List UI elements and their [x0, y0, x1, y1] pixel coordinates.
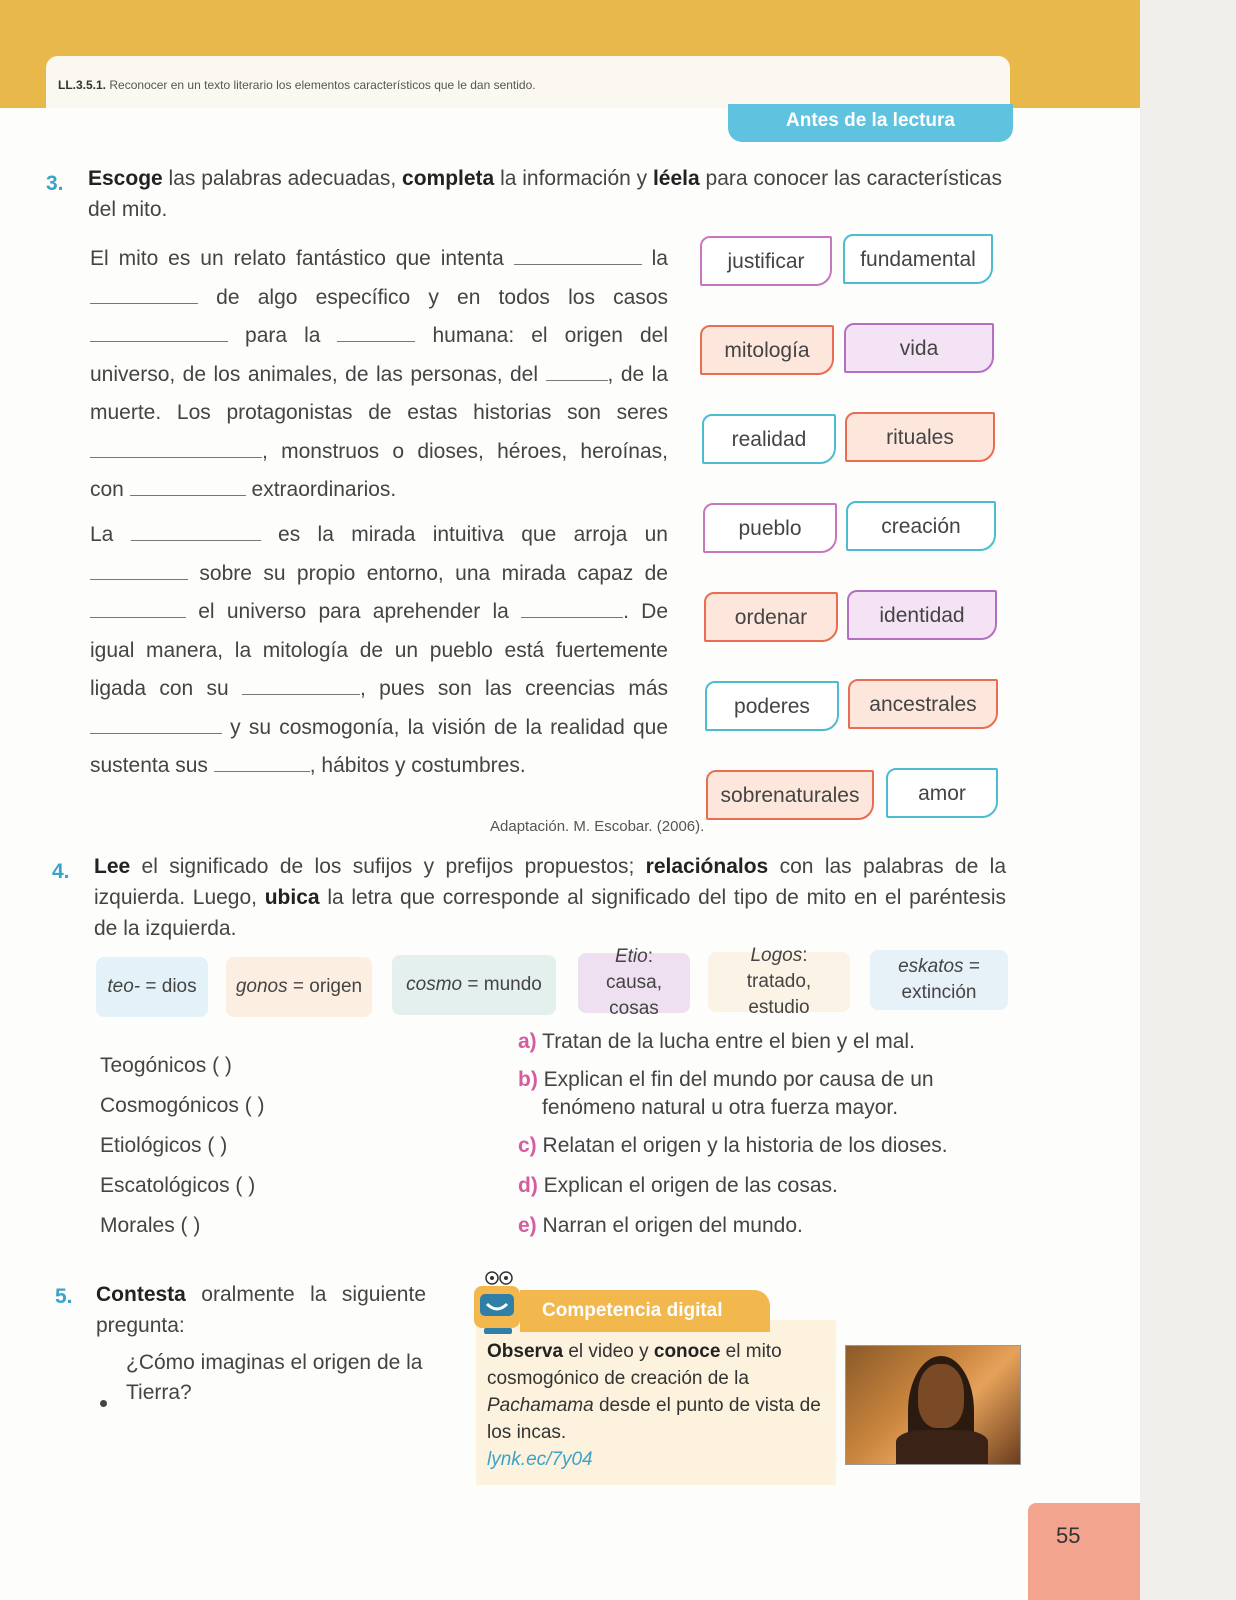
myth-type-cosmogonicos[interactable]: Cosmogónicos ( ) [100, 1094, 265, 1117]
prefix-card-cosmo [392, 955, 556, 1015]
text-run: , monstruos o dioses, héroes, heroínas, con [90, 439, 668, 501]
blank-field[interactable] [90, 440, 262, 458]
exercise-4-instruction [94, 851, 1006, 944]
prefix-meaning: = origen [287, 976, 363, 997]
text-run: desde el punto de vista de los incas. [487, 1395, 821, 1443]
text-run: de algo específico y en todos los casos [198, 285, 668, 309]
prefix-card-eskatos [870, 950, 1008, 1010]
blank-field[interactable] [546, 363, 608, 381]
bullet-dot [100, 1400, 107, 1407]
objective-code: LL.3.5.1. [58, 78, 107, 92]
word-box-justificar[interactable]: justificar [700, 236, 832, 286]
option-letter: c) [518, 1134, 537, 1157]
prefix-term: cosmo [406, 974, 463, 995]
option-text: Explican el fin del mundo por causa de un fenómeno natural u otra fuerza mayor. [537, 1068, 934, 1119]
blank-field[interactable] [521, 600, 623, 618]
option-text: Narran el origen del mundo. [536, 1214, 803, 1237]
myth-paragraph-2 [90, 516, 668, 786]
myth-type-escatologicos[interactable]: Escatológicos ( ) [100, 1174, 256, 1197]
verb-completa: completa [402, 167, 495, 190]
prefix-term: teo- [107, 976, 141, 997]
prefix-meaning: = dios [140, 976, 197, 997]
option-letter: b) [518, 1068, 538, 1091]
exercise-5-number: 5. [55, 1285, 73, 1308]
prefix-meaning: : tratado, estudio [746, 945, 812, 1018]
instr-text: para conocer las características del mito. [88, 167, 1002, 221]
page-margin [1140, 0, 1236, 1600]
prefix-meaning: : causa, cosas [606, 946, 662, 1019]
verb-lee: Lee [94, 855, 131, 878]
text-run: para la [228, 324, 338, 347]
video-figure-face [918, 1364, 964, 1428]
prefix-meaning: = mundo [462, 974, 542, 995]
myth-type-morales[interactable]: Morales ( ) [100, 1214, 201, 1237]
option-text: Explican el origen de las cosas. [537, 1174, 838, 1197]
verb-observa: Observa [487, 1341, 564, 1362]
option-c [518, 1132, 998, 1160]
text-run: y su cosmogonía, la visión de la realidad que sustenta sus [90, 715, 668, 777]
word-box-poderes[interactable]: poderes [705, 681, 839, 731]
prefix-card-etio [578, 946, 690, 1019]
blank-field[interactable] [130, 478, 246, 496]
option-letter: a) [518, 1030, 537, 1053]
text-run: , hábitos y costumbres. [309, 754, 526, 777]
option-text: Tratan de la lucha entre el bien y el mal. [536, 1030, 915, 1053]
prefix-term: gonos [235, 976, 288, 997]
text-run: sobre su propio entorno, una mirada capaz de [188, 561, 668, 585]
digital-text [487, 1338, 827, 1473]
instr-text: con las palabras de la izquierda. Luego, [94, 855, 1006, 909]
blank-field[interactable] [131, 523, 261, 541]
instr-text: oralmente la siguiente pregunta: [96, 1283, 426, 1337]
prefix-card-gonos [226, 957, 372, 1017]
text-run: humana: el origen del universo, de los animales, de las personas, del [90, 324, 668, 386]
blank-field[interactable] [242, 677, 360, 695]
objective-description: Reconocer en un texto literario los elementos característicos que le dan sentido. [109, 78, 536, 92]
text-run: , pues son las creencias más [359, 677, 669, 700]
exercise-5-instruction [96, 1279, 426, 1341]
option-e [518, 1212, 998, 1240]
option-a [518, 1028, 998, 1056]
pachamama-term: Pachamama [487, 1395, 594, 1416]
word-box-ordenar[interactable]: ordenar [704, 592, 838, 642]
page-number: 55 [1028, 1503, 1140, 1600]
word-box-creacion[interactable]: creación [846, 501, 996, 551]
word-box-rituales[interactable]: rituales [845, 412, 995, 462]
text-run: la [641, 247, 668, 270]
verb-leela: léela [652, 167, 700, 190]
myth-type-teogonicos[interactable]: Teogónicos ( ) [100, 1054, 232, 1077]
text-run: extraordinarios. [245, 478, 397, 501]
prefix-term: eskatos [898, 956, 964, 977]
exercise-5-question: ¿Cómo imaginas el origen de la Tierra? [126, 1351, 423, 1404]
blank-field[interactable] [90, 600, 186, 618]
robot-mascot-icon [470, 1268, 528, 1338]
blank-field[interactable] [90, 716, 222, 734]
blank-field[interactable] [90, 562, 188, 580]
myth-paragraph-1 [90, 240, 668, 510]
option-b [518, 1066, 948, 1122]
word-box-realidad[interactable]: realidad [702, 414, 836, 464]
text-run: el universo para aprehender la [186, 600, 522, 623]
video-thumbnail[interactable] [845, 1345, 1021, 1465]
word-box-sobrenaturales[interactable]: sobrenaturales [706, 770, 874, 820]
option-d [518, 1172, 998, 1200]
word-box-fundamental[interactable]: fundamental [843, 234, 993, 284]
video-topbar [845, 1335, 1021, 1343]
text-run: el video y [563, 1341, 654, 1362]
word-box-ancestrales[interactable]: ancestrales [848, 679, 998, 729]
prefix-card-logos [708, 945, 850, 1018]
prefix-term: Etio [614, 946, 648, 967]
verb-ubica: ubica [264, 886, 320, 909]
section-tab: Antes de la lectura [728, 104, 1013, 142]
text-run: La [90, 523, 131, 546]
word-box-amor[interactable]: amor [886, 768, 998, 818]
exercise-4-number: 4. [52, 860, 70, 883]
verb-contesta: Contesta [96, 1283, 186, 1306]
verb-escoge: Escoge [88, 167, 163, 190]
source-citation: Adaptación. M. Escobar. (2006). [490, 818, 705, 835]
instr-text: la información y [494, 167, 653, 190]
verb-relacionalos: relaciónalos [645, 855, 769, 878]
option-letter: d) [518, 1174, 538, 1197]
text-run: . De igual manera, la mitología de un pueblo está fuertemente ligada con su [90, 600, 668, 700]
text-run: es la mirada intuitiva que arroja un [260, 523, 668, 546]
option-letter: e) [518, 1214, 537, 1237]
video-figure-dress [896, 1430, 988, 1465]
verb-conoce: conoce [653, 1341, 721, 1362]
word-box-pueblo[interactable]: pueblo [703, 503, 837, 553]
text-run: , de la muerte. Los protagonistas de estas historias son seres [90, 362, 668, 424]
word-box-vida[interactable]: vida [844, 323, 994, 373]
text-run: El mito es un relato fantástico que intenta [90, 247, 514, 270]
prefix-card-teo [96, 957, 208, 1017]
prefix-term: Logos [750, 945, 803, 966]
video-caption-strip [845, 1468, 1021, 1474]
blank-field[interactable] [90, 324, 228, 342]
myth-type-etiologicos[interactable]: Etiológicos ( ) [100, 1134, 228, 1157]
prefix-meaning: = extinción [901, 956, 980, 1003]
word-box-mitologia[interactable]: mitología [700, 325, 834, 375]
blank-field[interactable] [514, 247, 642, 265]
video-link[interactable]: lynk.ec/7y04 [487, 1449, 593, 1470]
blank-field[interactable] [337, 324, 415, 342]
blank-field[interactable] [90, 286, 198, 304]
instr-text: las palabras adecuadas, [162, 167, 403, 190]
instr-text: la letra que corresponde al significado del tipo de mito en el paréntesis de la izquierda. [94, 886, 1006, 940]
digital-tab: Competencia digital [520, 1290, 770, 1332]
instr-text: el significado de los sufijos y prefijos propuestos; [130, 855, 646, 878]
word-box-identidad[interactable]: identidad [847, 590, 997, 640]
option-text: Relatan el origen y la historia de los dioses. [536, 1134, 948, 1157]
objective-text [58, 78, 536, 92]
exercise-3-instruction [88, 163, 1003, 225]
text-run: el mito cosmogónico de creación de la [487, 1341, 782, 1389]
exercise-3-number: 3. [46, 172, 64, 195]
blank-field[interactable] [214, 754, 310, 772]
